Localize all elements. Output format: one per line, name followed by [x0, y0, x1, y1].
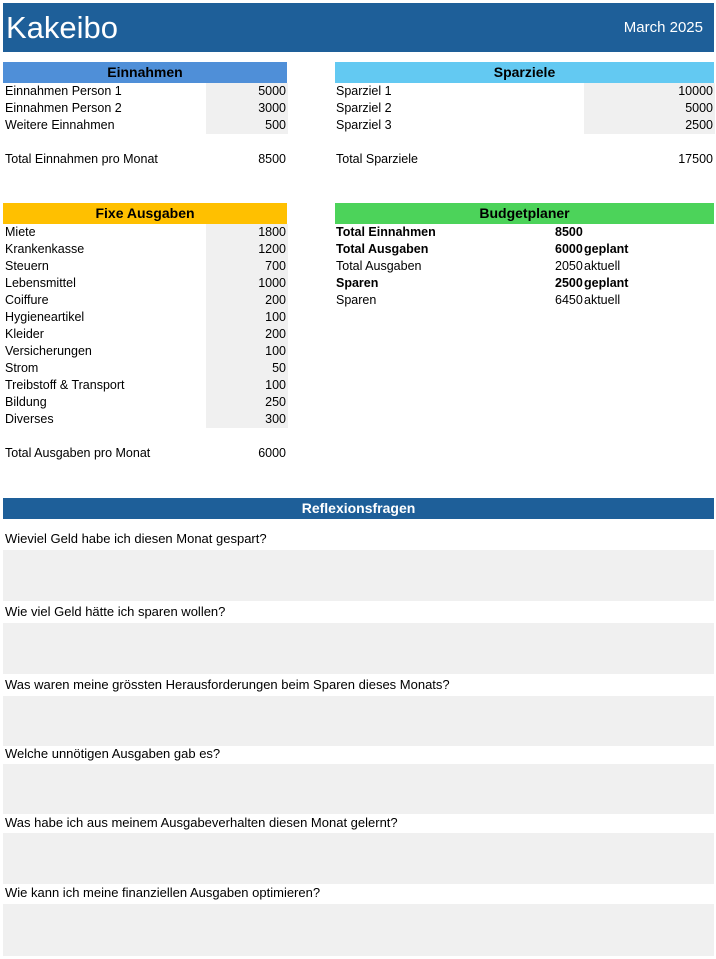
budget-row — [334, 275, 715, 292]
budget-label: Total Einnahmen — [336, 225, 436, 239]
ausgabe-value[interactable]: 1800 — [206, 224, 288, 241]
ausgabe-row — [3, 258, 288, 275]
reflexion-answer-field[interactable] — [3, 696, 714, 746]
budget-status: geplant — [584, 242, 629, 256]
reflexion-question: Welche unnötigen Ausgaben gab es? — [5, 746, 221, 761]
fixe-ausgaben-header: Fixe Ausgaben — [3, 203, 287, 224]
sparziel-row — [334, 117, 715, 134]
einnahmen-row — [3, 83, 288, 100]
reflexion-answer-field[interactable] — [3, 833, 714, 884]
budgetplaner-header: Budgetplaner — [335, 203, 714, 224]
ausgabe-row — [3, 343, 288, 360]
month-label: March 2025 — [623, 19, 703, 36]
ausgabe-value[interactable]: 1000 — [206, 275, 288, 292]
ausgabe-row — [3, 411, 288, 428]
budget-status: geplant — [584, 276, 629, 290]
ausgabe-row — [3, 275, 288, 292]
einnahmen-row — [3, 117, 288, 134]
ausgabe-value[interactable]: 700 — [206, 258, 288, 275]
einnahmen-label: Weitere Einnahmen — [5, 118, 115, 132]
ausgabe-row — [3, 360, 288, 377]
ausgabe-value[interactable]: 200 — [206, 326, 288, 343]
reflexion-answer-field[interactable] — [3, 904, 714, 956]
budget-value: 8500 — [555, 225, 583, 239]
einnahmen-label: Einnahmen Person 2 — [5, 101, 122, 115]
page-title: Kakeibo — [6, 10, 119, 45]
ausgabe-total-value: 6000 — [258, 446, 286, 460]
ausgabe-value[interactable]: 100 — [206, 343, 288, 360]
reflexion-question: Wie viel Geld hätte ich sparen wollen? — [5, 604, 226, 619]
reflexion-question: Wieviel Geld habe ich diesen Monat gespart? — [5, 531, 267, 546]
ausgabe-value[interactable]: 200 — [206, 292, 288, 309]
ausgabe-row — [3, 241, 288, 258]
sparziel-value[interactable]: 5000 — [584, 100, 715, 117]
budget-label: Sparen — [336, 276, 379, 290]
reflexion-question: Was habe ich aus meinem Ausgabeverhalten diesen Monat gelernt? — [5, 815, 398, 830]
ausgabe-value[interactable]: 300 — [206, 411, 288, 428]
sparziele-header: Sparziele — [335, 62, 714, 83]
reflexion-answer-field[interactable] — [3, 764, 714, 814]
budget-row — [334, 292, 715, 309]
budget-row — [334, 241, 715, 258]
einnahmen-total-value: 8500 — [258, 152, 286, 166]
ausgabe-value[interactable]: 250 — [206, 394, 288, 411]
sparziel-label: Sparziel 3 — [336, 118, 392, 132]
ausgabe-row — [3, 309, 288, 326]
budget-value: 6450 — [555, 293, 583, 307]
reflexion-question: Wie kann ich meine finanziellen Ausgaben optimieren? — [5, 885, 321, 900]
ausgabe-row — [3, 224, 288, 241]
ausgabe-label: Kleider — [5, 327, 44, 341]
ausgabe-value[interactable]: 100 — [206, 309, 288, 326]
budget-value: 2050 — [555, 259, 583, 273]
ausgabe-label: Krankenkasse — [5, 242, 85, 256]
ausgabe-value[interactable]: 50 — [206, 360, 288, 377]
ausgabe-value[interactable]: 100 — [206, 377, 288, 394]
budget-status: aktuell — [584, 293, 621, 307]
einnahmen-label: Einnahmen Person 1 — [5, 84, 122, 98]
budget-label: Total Ausgaben — [336, 259, 422, 273]
einnahmen-value[interactable]: 5000 — [206, 83, 288, 100]
budget-row — [334, 258, 715, 275]
sparziel-row — [334, 83, 715, 100]
einnahmen-total-row — [3, 151, 288, 168]
budget-row — [334, 224, 715, 241]
einnahmen-value[interactable]: 3000 — [206, 100, 288, 117]
sparziel-total-row — [334, 151, 715, 168]
sparziel-value[interactable]: 2500 — [584, 117, 715, 134]
budget-label: Total Ausgaben — [336, 242, 429, 256]
ausgabe-label: Coiffure — [5, 293, 49, 307]
ausgabe-row — [3, 292, 288, 309]
ausgabe-label: Lebensmittel — [5, 276, 76, 290]
reflexion-header: Reflexionsfragen — [3, 498, 714, 519]
einnahmen-total-label: Total Einnahmen pro Monat — [5, 152, 158, 166]
budget-label: Sparen — [336, 293, 377, 307]
ausgabe-row — [3, 377, 288, 394]
sparziel-row — [334, 100, 715, 117]
ausgabe-label: Diverses — [5, 412, 54, 426]
einnahmen-row — [3, 100, 288, 117]
ausgabe-total-label: Total Ausgaben pro Monat — [5, 446, 151, 460]
einnahmen-header: Einnahmen — [3, 62, 287, 83]
ausgabe-label: Versicherungen — [5, 344, 92, 358]
ausgabe-label: Strom — [5, 361, 39, 375]
ausgabe-label: Treibstoff & Transport — [5, 378, 125, 392]
ausgabe-label: Miete — [5, 225, 36, 239]
reflexion-question: Was waren meine grössten Herausforderungen beim Sparen dieses Monats? — [5, 677, 450, 692]
budget-status: aktuell — [584, 259, 621, 273]
budget-value: 6000 — [555, 242, 583, 256]
sparziel-value[interactable]: 10000 — [584, 83, 715, 100]
sparziel-total-value: 17500 — [678, 152, 713, 166]
sparziel-label: Sparziel 1 — [336, 84, 392, 98]
sparziel-total-label: Total Sparziele — [336, 152, 418, 166]
ausgabe-label: Hygieneartikel — [5, 310, 85, 324]
budget-value: 2500 — [555, 276, 583, 290]
ausgabe-label: Steuern — [5, 259, 49, 273]
ausgabe-value[interactable]: 1200 — [206, 241, 288, 258]
reflexion-answer-field[interactable] — [3, 550, 714, 601]
ausgabe-total-row — [3, 445, 288, 462]
ausgabe-label: Bildung — [5, 395, 47, 409]
sparziel-label: Sparziel 2 — [336, 101, 392, 115]
reflexion-answer-field[interactable] — [3, 623, 714, 674]
ausgabe-row — [3, 326, 288, 343]
ausgabe-row — [3, 394, 288, 411]
einnahmen-value[interactable]: 500 — [206, 117, 288, 134]
title-banner — [3, 3, 714, 52]
